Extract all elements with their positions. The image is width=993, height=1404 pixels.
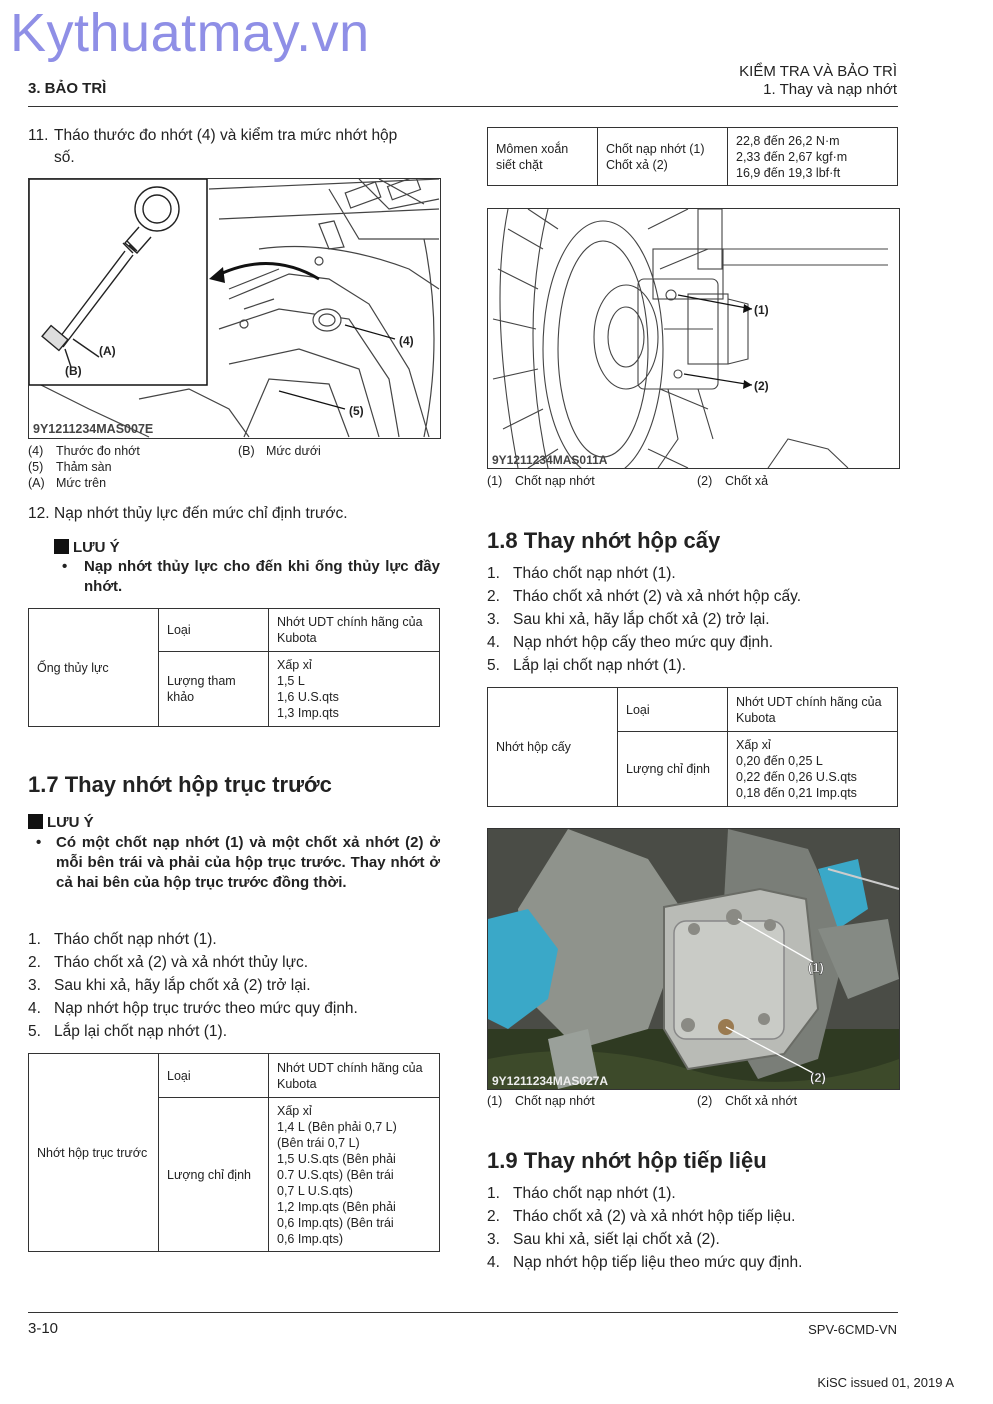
amount-label: Lượng tham khảo — [159, 652, 269, 727]
step-12 — [28, 503, 440, 525]
caption-num: (B) — [238, 444, 255, 458]
torque-value: 16,9 đến 19,3 lbf·ft — [736, 165, 841, 180]
list-item: 3. Sau khi xả, siết lại chốt xả (2). — [487, 1231, 720, 1248]
list-item: 1. Tháo chốt nạp nhớt (1). — [487, 1185, 676, 1202]
table-row-label: Nhớt hộp trục trước — [29, 1054, 159, 1252]
label-1: (1) — [754, 303, 769, 317]
caption-num: (2) — [697, 1094, 713, 1108]
figure-code: 9Y1211234MAS007E — [33, 422, 154, 436]
type-value: Nhớt UDT chính hãng của Kubota — [728, 688, 898, 732]
amount-line: 1,5 U.S.qts (Bên phải — [277, 1151, 396, 1166]
bullet: • — [62, 558, 68, 575]
torque-label: Mômen xoắn siết chặt — [488, 128, 598, 186]
amount-value — [269, 1098, 440, 1252]
torque-table — [487, 127, 898, 186]
label-2: (2) — [810, 1070, 826, 1085]
planting-case-photo — [487, 828, 900, 1090]
planting-case-image — [488, 829, 899, 1089]
torque-item: Chốt nạp nhớt (1) — [606, 141, 705, 156]
step-text: Tháo thước đo nhớt (4) và kiểm tra mức nhớt hộp — [54, 127, 398, 144]
dipstick-caption — [28, 443, 440, 491]
planting-case-oil-table — [487, 687, 898, 807]
dipstick-figure — [28, 178, 441, 439]
list-item: 1. Tháo chốt nạp nhớt (1). — [28, 931, 217, 948]
amount-value — [728, 732, 898, 807]
amount-line: 1,4 L (Bên phải 0,7 L) — [277, 1119, 397, 1134]
torque-item: Chốt xả (2) — [606, 157, 668, 172]
dipstick-illustration — [29, 179, 440, 438]
note-text: Nạp nhớt thủy lực cho đến khi ống thủy lực đầy nhớt. — [84, 558, 440, 595]
amount-line: 1,2 Imp.qts (Bên phải — [277, 1199, 396, 1214]
footer-rule — [28, 1312, 898, 1313]
hydraulic-oil-table — [28, 608, 440, 727]
amount-line: 0,18 đến 0,21 Imp.qts — [736, 786, 857, 800]
figure-code: 9Y1211234MAS027A — [492, 1074, 609, 1088]
table-row-label: Ống thủy lực — [29, 609, 159, 727]
amount-label: Lượng chỉ định — [159, 1098, 269, 1252]
label-4: (4) — [399, 334, 414, 348]
note-title — [28, 814, 94, 831]
caption-text: Thước đo nhớt — [56, 444, 140, 458]
caption-text: Mức trên — [56, 476, 107, 490]
document-code: SPV-6CMD-VN — [808, 1322, 897, 1337]
caption-num: (A) — [28, 476, 45, 490]
torque-values — [728, 128, 898, 186]
amount-label: Lượng chỉ định — [618, 732, 728, 807]
note-title — [54, 539, 120, 556]
amount-line: Xấp xỉ — [277, 1103, 312, 1118]
step-number: 11. — [28, 127, 49, 144]
type-label: Loại — [618, 688, 728, 732]
caption-num: (1) — [487, 1094, 503, 1108]
amount-line: 0,20 đến 0,25 L — [736, 754, 823, 768]
bullet: • — [36, 834, 42, 851]
section-1-9-title: 1.9 Thay nhớt hộp tiếp liệu — [487, 1148, 767, 1173]
chapter-title: KIỂM TRA VÀ BẢO TRÌ — [739, 63, 897, 80]
amount-line: 0,22 đến 0,26 U.S.qts — [736, 770, 857, 784]
amount-line: 0.7 U.S.qts) (Bên trái — [277, 1167, 394, 1182]
step-number: 12. — [28, 505, 50, 522]
caption-text: Thảm sàn — [56, 460, 112, 474]
note-body — [36, 833, 440, 893]
subchapter-title: 1. Thay và nạp nhớt — [763, 81, 897, 98]
caption-num: (1) — [487, 474, 503, 488]
list-item: 2. Tháo chốt xả (2) và xả nhớt hộp tiếp liệu. — [487, 1208, 796, 1225]
issue-info: KiSC issued 01, 2019 A — [817, 1375, 954, 1390]
amount-line: 0,6 Imp.qts) (Bên trái — [277, 1215, 394, 1230]
amount-line: (Bên trái 0,7 L) — [277, 1135, 360, 1150]
watermark: Kythuatmay.vn — [10, 3, 370, 63]
list-item: 2. Tháo chốt xả nhớt (2) và xả nhớt hộp cấy. — [487, 588, 801, 605]
label-B: (B) — [65, 364, 82, 378]
type-value: Nhớt UDT chính hãng của Kubota — [269, 609, 440, 652]
amount-line: 0,6 Imp.qts) — [277, 1231, 343, 1246]
note-title-text: LƯU Ý — [73, 539, 120, 556]
amount-line: Xấp xỉ — [736, 738, 771, 752]
planting-case-caption — [487, 1093, 898, 1109]
list-item: 5. Lắp lại chốt nạp nhớt (1). — [28, 1023, 228, 1040]
list-item: 1. Tháo chốt nạp nhớt (1). — [487, 565, 676, 582]
front-axle-oil-table — [28, 1053, 440, 1252]
amount-line: 0,7 L U.S.qts) — [277, 1183, 353, 1198]
chapter-header — [739, 63, 897, 99]
label-2: (2) — [754, 379, 769, 393]
section-1-7-steps — [28, 928, 440, 1043]
list-item: 5. Lắp lại chốt nạp nhớt (1). — [487, 657, 687, 674]
torque-value: 2,33 đến 2,67 kgf·m — [736, 149, 848, 164]
caption-num: (4) — [28, 444, 44, 458]
page-number: 3-10 — [28, 1320, 59, 1337]
list-item: 3. Sau khi xả, hãy lắp chốt xả (2) trở lại. — [487, 611, 770, 628]
note-text: Có một chốt nạp nhớt (1) và một chốt xả nhớt (2) ở mỗi bên trái và phải của hộp trục trước. Thay nhớt ở cả hai bên của hộp trục trước đồng thời. — [56, 834, 440, 891]
list-item: 4. Nạp nhớt hộp cấy theo mức quy định. — [487, 634, 774, 651]
note-title-text: LƯU Ý — [47, 814, 94, 831]
type-label: Loại — [159, 609, 269, 652]
caption-text: Mức dưới — [266, 444, 321, 458]
torque-items — [598, 128, 728, 186]
section-header: 3. BẢO TRÌ — [28, 80, 107, 97]
step-11 — [28, 125, 440, 169]
caption-text: Chốt xả — [725, 474, 769, 488]
amount-line: 1,5 L — [277, 674, 305, 688]
caption-text: Chốt xả nhớt — [725, 1094, 798, 1108]
amount-line: Xấp xỉ — [277, 658, 312, 672]
step-text-cont: số. — [54, 149, 75, 166]
section-1-8-steps — [487, 562, 898, 677]
list-item: 3. Sau khi xả, hãy lắp chốt xả (2) trở lại. — [28, 977, 311, 994]
note-square-icon — [28, 814, 43, 829]
wheel-hub-illustration — [488, 209, 899, 468]
header-rule — [28, 106, 898, 107]
step-text: Nạp nhớt thủy lực đến mức chỉ định trước. — [54, 505, 348, 522]
type-value: Nhớt UDT chính hãng của Kubota — [269, 1054, 440, 1098]
wheel-hub-figure — [487, 208, 900, 469]
type-label: Loại — [159, 1054, 269, 1098]
figure-code: 9Y1211234MAS011A — [492, 453, 608, 467]
amount-line: 1,3 Imp.qts — [277, 706, 339, 720]
wheel-hub-caption — [487, 473, 898, 489]
note-square-icon — [54, 539, 69, 554]
label-A: (A) — [99, 344, 116, 358]
torque-value: 22,8 đến 26,2 N·m — [736, 133, 840, 148]
label-5: (5) — [349, 404, 364, 418]
amount-line: 1,6 U.S.qts — [277, 690, 339, 704]
caption-text: Chốt nạp nhớt — [515, 1094, 595, 1108]
table-row-label: Nhớt hộp cấy — [488, 688, 618, 807]
list-item: 4. Nạp nhớt hộp tiếp liệu theo mức quy định. — [487, 1254, 803, 1271]
section-1-9-steps — [487, 1182, 898, 1274]
label-1: (1) — [808, 960, 824, 975]
section-1-7-title: 1.7 Thay nhớt hộp trục trước — [28, 772, 332, 797]
amount-value — [269, 652, 440, 727]
note-body — [62, 557, 440, 597]
caption-text: Chốt nạp nhớt — [515, 474, 595, 488]
caption-num: (5) — [28, 460, 44, 474]
section-1-8-title: 1.8 Thay nhớt hộp cấy — [487, 528, 721, 553]
list-item: 2. Tháo chốt xả (2) và xả nhớt thủy lực. — [28, 954, 309, 971]
list-item: 4. Nạp nhớt hộp trục trước theo mức quy định. — [28, 1000, 358, 1017]
caption-num: (2) — [697, 474, 713, 488]
